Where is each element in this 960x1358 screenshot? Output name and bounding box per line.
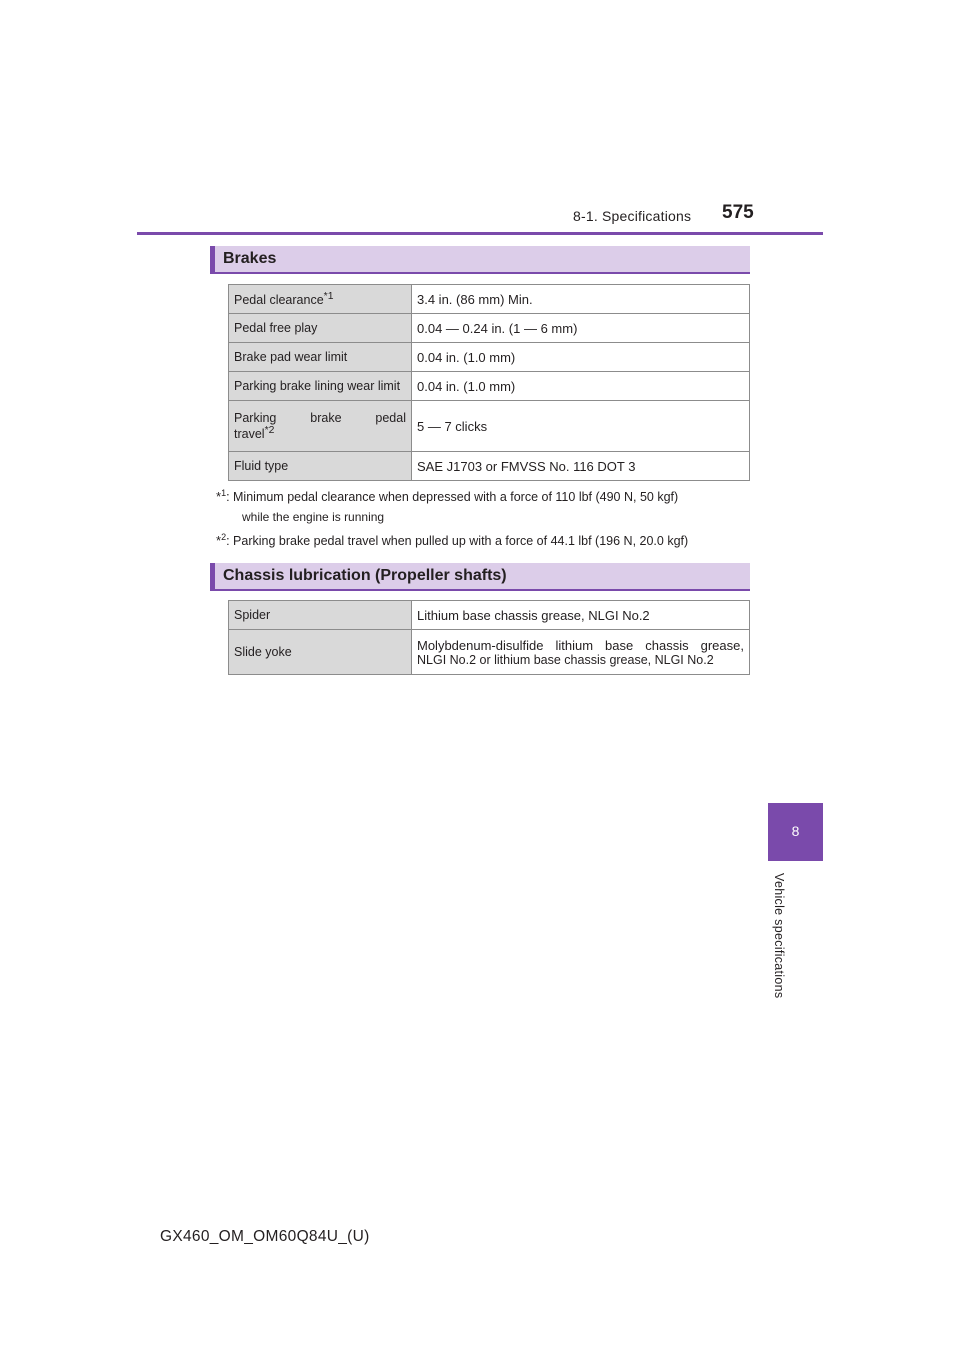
footnote-1: *$^1$: Minimum pedal clearance when depressed with a force of 110 lbf (490 N, 50 kgf) [216, 488, 679, 505]
table-row [229, 452, 750, 481]
spec-label: Slide yoke [229, 630, 412, 675]
value-line-1: Molybdenum-disulfide lithium base chassis grease, [417, 637, 744, 653]
footnote-marker: *2 [264, 424, 275, 436]
spec-label: Fluid type [229, 452, 412, 481]
spec-label: Parking brake lining wear limit [229, 372, 412, 401]
chassis-section-title: Chassis lubrication (Propeller shafts) [223, 567, 507, 584]
brakes-section-title: Brakes [223, 250, 277, 267]
spec-value: SAE J1703 or FMVSS No. 116 DOT 3 [412, 452, 750, 481]
spec-value: 0.04 in. (1.0 mm) [412, 372, 750, 401]
brakes-spec-table [228, 284, 750, 481]
spec-value: 3.4 in. (86 mm) Min. [412, 285, 750, 314]
section-title: 8-1. Specifications [573, 208, 692, 224]
footnote-2: *$^2$: Parking brake pedal travel when pulled up with a force of 44.1 lbf (196 N, 20.0 kgf) [216, 532, 689, 549]
label-line-1: Parking brake pedal [234, 410, 406, 425]
spec-value: 5 — 7 clicks [412, 401, 750, 452]
table-row [229, 285, 750, 314]
chapter-number: 8 [791, 823, 800, 839]
chassis-spec-table [228, 600, 750, 675]
table-row [229, 314, 750, 343]
page-number: 575 [722, 202, 754, 223]
brakes-section-header [210, 246, 750, 274]
footnote-1-continued: while the engine is running [242, 510, 385, 524]
spec-value: Lithium base chassis grease, NLGI No.2 [412, 601, 750, 630]
label-line-2: travel$^{*2}$ [234, 424, 275, 442]
chapter-tab[interactable] [768, 803, 823, 861]
table-row [229, 630, 750, 675]
document-code: GX460_OM_OM60Q84U_(U) [160, 1228, 370, 1245]
spec-label: Pedal clearance$^{*1}$ [229, 285, 412, 314]
chapter-label: Vehicle specifications [772, 873, 786, 999]
table-row [229, 401, 750, 452]
table-row [229, 372, 750, 401]
spec-value: 0.04 — 0.24 in. (1 — 6 mm) [412, 314, 750, 343]
footnote-marker: *1 [323, 290, 334, 302]
spec-label [229, 401, 412, 452]
section-accent-bar [210, 246, 215, 272]
chassis-section-header [210, 563, 750, 591]
table-row [229, 343, 750, 372]
spec-label: Brake pad wear limit [229, 343, 412, 372]
value-line-2: NLGI No.2 or lithium base chassis grease, NLGI No.2 [417, 652, 714, 667]
spec-value [412, 630, 750, 675]
spec-value: 0.04 in. (1.0 mm) [412, 343, 750, 372]
section-accent-bar [210, 563, 215, 589]
spec-label: Spider [229, 601, 412, 630]
table-row [229, 601, 750, 630]
spec-label: Pedal free play [229, 314, 412, 343]
header-divider [137, 232, 823, 235]
